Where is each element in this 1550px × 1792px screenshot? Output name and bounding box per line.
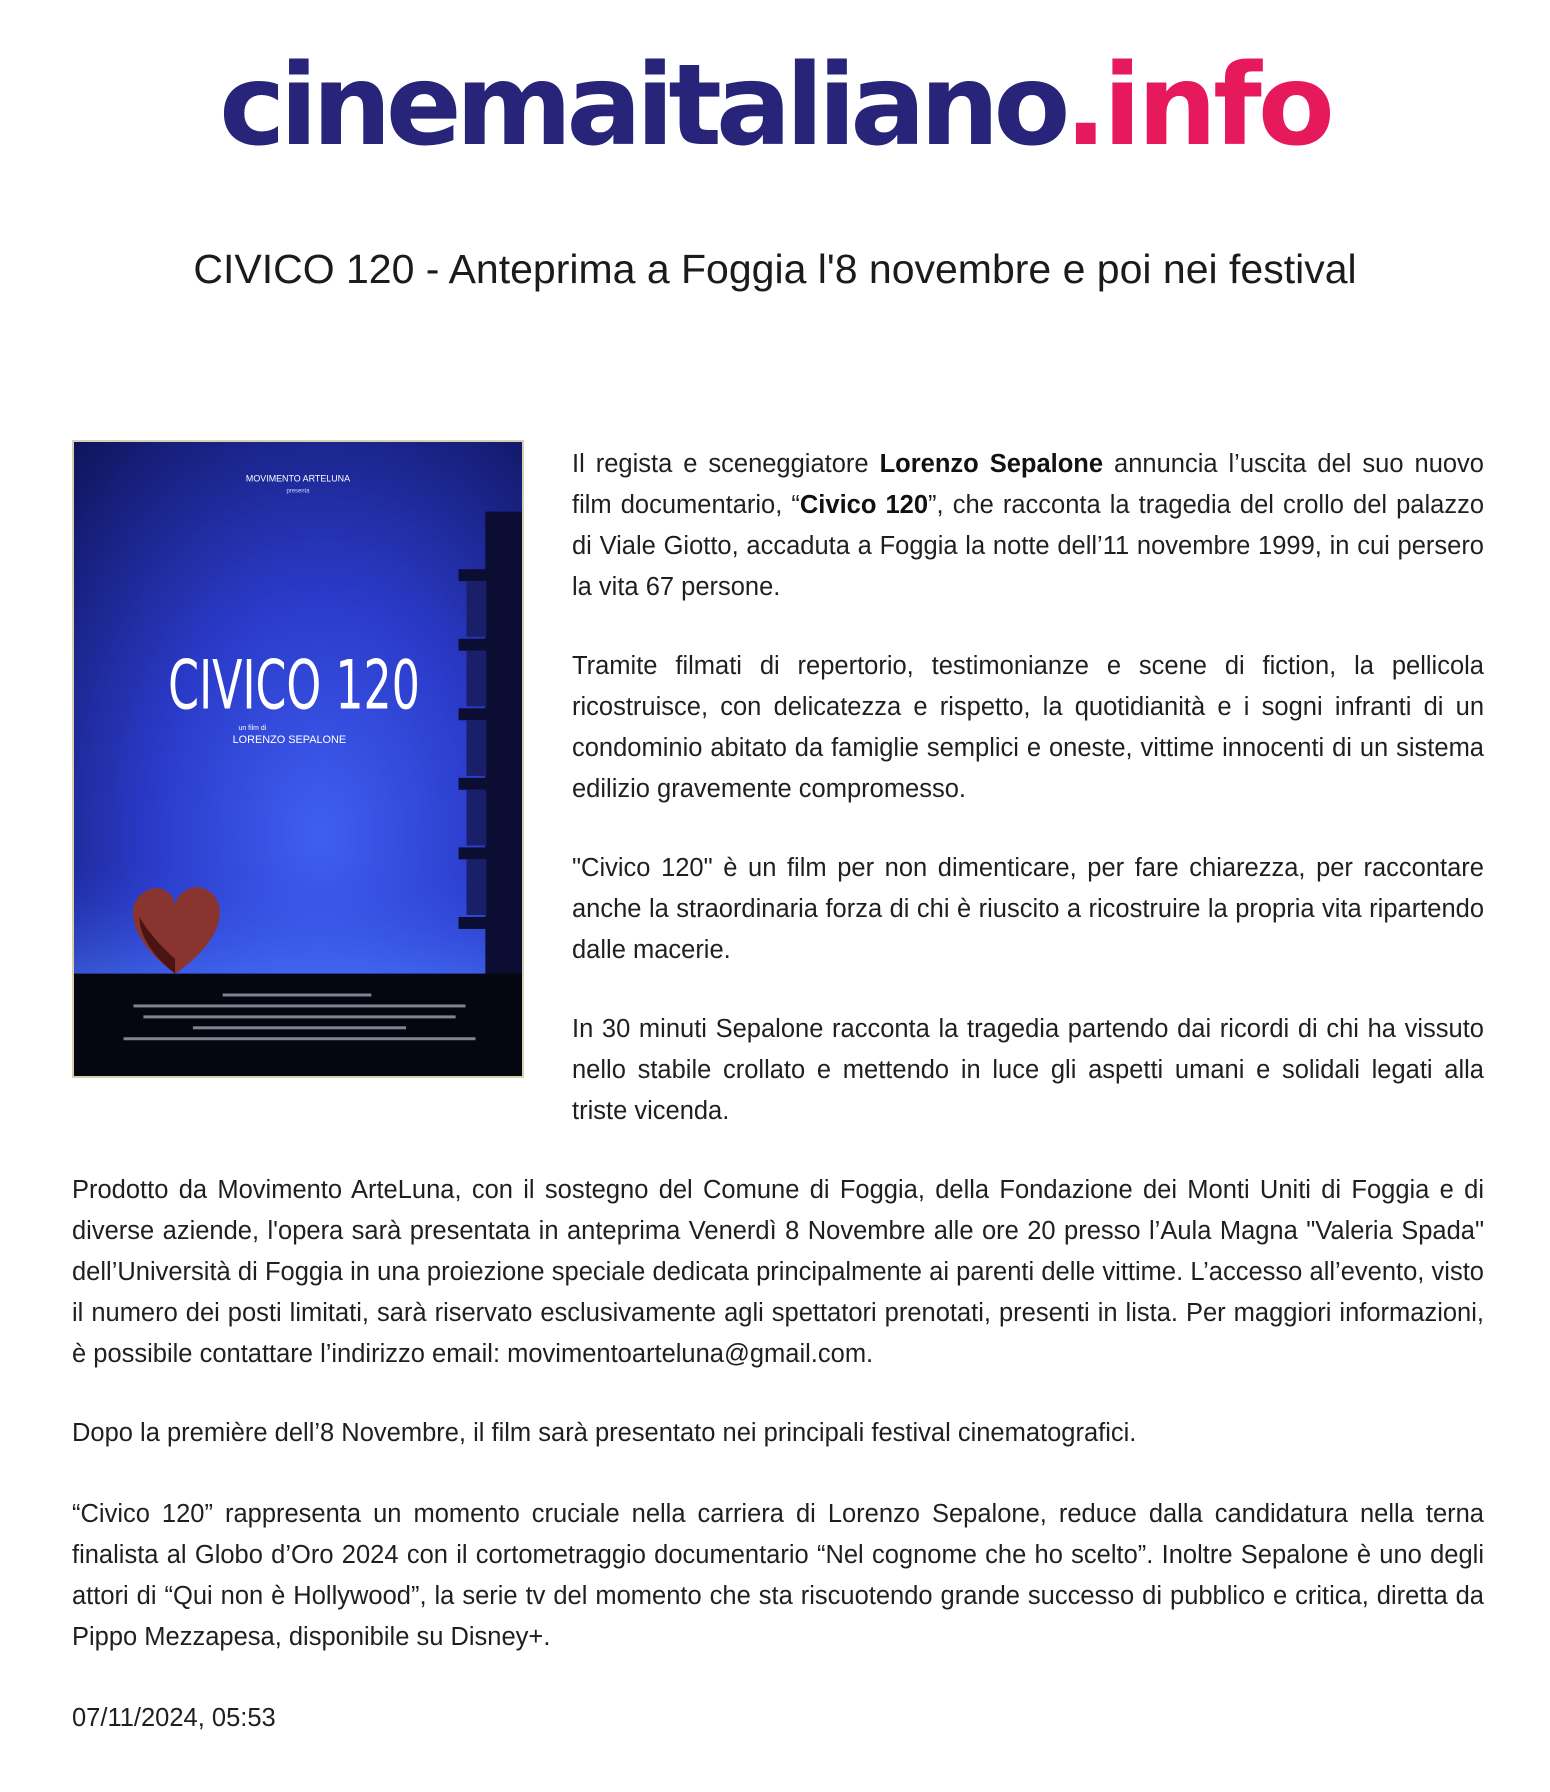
site-logo[interactable] [0,41,1550,171]
director-name: Lorenzo Sepalone [879,450,1104,478]
article-title: CIVICO 120 - Anteprima a Foggia l'8 novembre e poi nei festival [193,246,1357,292]
article-paragraph-1: Il regista e sceneggiatore Lorenzo Sepalone annuncia l’uscita del suo nuovo film documentario, “Civico 120”, che racconta la tragedia del crollo del palazzo di Viale Giotto, accaduta a Foggia la notte dell’11 novembre 1999, in cui persero la vita 67 persone. [572,450,1485,601]
poster-byline: un film di [238,725,267,733]
poster-artwork [74,442,522,1076]
article-paragraph-2: Tramite filmati di repertorio, testimonianze e scene di fiction, la pellicola ricostruisce, con delicatezza e rispetto, la quotidianità e i sogni infranti di un condominio abitato da famiglie semplici e oneste, vittime innocenti di un sistema edilizio gravemente compromesso. [572,652,1484,803]
article-paragraph-3: "Civico 120" è un film per non dimenticare, per fare chiarezza, per raccontare anche la straordinaria forza di chi è riuscito a ricostruire la propria vita ripartendo dalle macerie. [572,854,1484,964]
logo-domain-suffix: .info [1064,41,1331,171]
poster-director: LORENZO SEPALONE [232,734,347,747]
film-title: Civico 120 [799,491,929,519]
article-paragraph-7: “Civico 120” rappresenta un momento cruciale nella carriera di Lorenzo Sepalone, reduce dalla candidatura nella terna finalista al Globo d’Oro 2024 con il cortometraggio documentario “Nel cognome che ho scelto”. Inoltre Sepalone è uno degli attori di “Qui non è Hollywood”, la serie tv del momento che sta riscuotendo grande successo di pubblico e critica, diretta da Pippo Mezzapesa, disponibile su Disney+. [72,1500,1484,1651]
publish-timestamp: 07/11/2024, 05:53 [72,1704,276,1732]
poster-ground [74,974,522,1076]
poster-title: CIVICO 120 [168,645,420,725]
film-poster [72,440,524,1078]
building-silhouette [485,512,522,979]
article-paragraph-4: In 30 minuti Sepalone racconta la tragedia partendo dai ricordi di chi ha vissuto nello stabile crollato e mettendo in luce gli aspetti umani e solidali legati alla triste vicenda. [572,1015,1484,1125]
poster-presents: presenta [286,488,310,495]
logo-wordmark: cinemaitaliano [219,41,1065,171]
poster-producer: MOVIMENTO ARTELUNA [245,473,351,484]
article-paragraph-6: Dopo la première dell’8 Novembre, il film sarà presentato nei principali festival cinematografici. [72,1419,1137,1447]
article-paragraph-5: Prodotto da Movimento ArteLuna, con il sostegno del Comune di Foggia, della Fondazione dei Monti Uniti di Foggia e di diverse aziende, l'opera sarà presentata in anteprima Venerdì 8 Novembre alle ore 20 presso l’Aula Magna "Valeria Spada" dell’Università di Foggia in una proiezione speciale dedicata principalmente ai parenti delle vittime. L’accesso all’evento, visto il numero dei posti limitati, sarà riservato esclusivamente agli spettatori prenotati, presenti in lista. Per maggiori informazioni, è possibile contattare l’indirizzo email: movimentoarteluna@gmail.com. [72,1176,1484,1368]
